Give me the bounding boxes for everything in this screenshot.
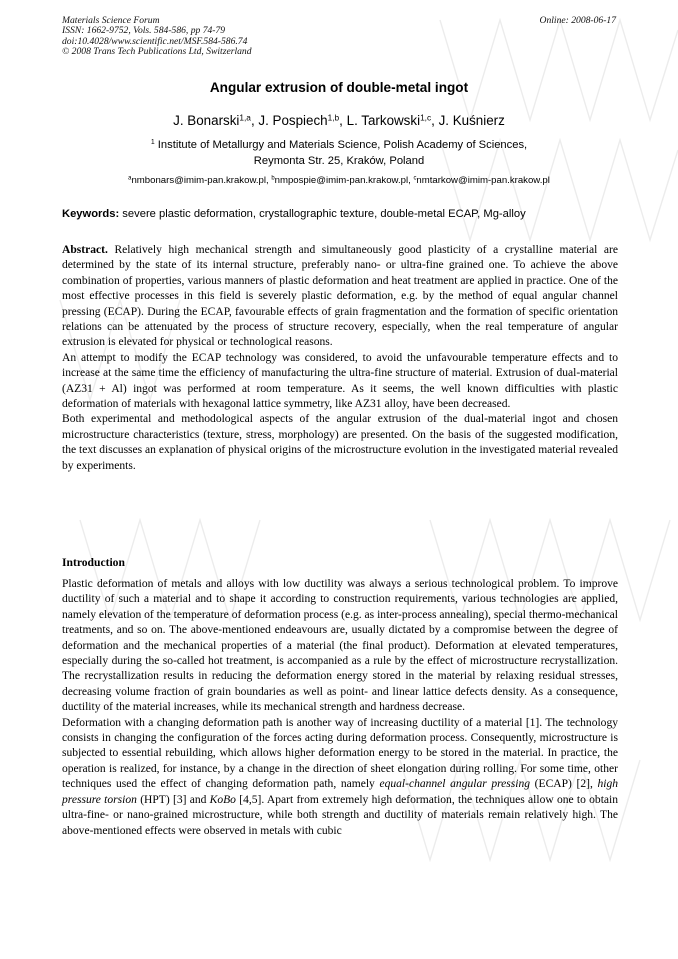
abstract-label: Abstract. [62,244,108,256]
author-name: J. Kuśnierz [438,113,505,128]
emphasis-term: KoBo [209,793,236,806]
email-mark: a [128,175,132,182]
abstract [62,243,618,474]
paragraph-text: (ECAP) [2], [530,778,598,791]
abstract-paragraph [62,243,618,351]
affiliation [0,137,678,169]
paper-title: Angular extrusion of double-metal ingot [209,80,469,95]
affiliation-address: Reymonta Str. 25, Kraków, Poland [253,155,425,167]
email-separator: , [265,175,272,186]
author-separator: , [250,113,259,128]
author-separator: , [431,113,439,128]
author-affiliation-mark: 1,c [420,112,432,123]
email-address: nmbonars@imim-pan.krakow.pl [131,175,266,186]
email-separator: , [408,175,414,186]
introduction-paragraph: Plastic deformation of metals and alloys with low ductility was always a serious technological problem. To improve ductility of such a material and to shape it according to construction requirements, various technologies are applied, namely elevation of the temperature of deformation process (e.g. as inter-process annealing), special thermo-mechanical treatments, and so on. The above-mentioned endeavours are, usually dictated by a compromise between the degree of deformation and the mechanical properties of a material (the final product). Deformation at elevated temperatures, especially during the so-called hot treatment, is accompanied as a rule by the effect of microstructure recrystallization. The recrystallization results in reducing the deformation energy stored in the material by relaxing residual stresses, decreasing volume fraction of grain boundaries as well as point- and linear lattice defects density. As a consequence, ductility of the material increases, while its mechanical strength and hardness decrease. [62,578,618,714]
paragraph-text: [4,5]. Apart from extremely high deformation, the techniques allow one to obtain ultra-fine- or nano-grained microstructure, while both strength and ductility of materials remain relatively high. The above-mentioned effects were observed in metals with cubic [62,793,619,837]
paragraph-text: Deformation with a changing deformation path is another way of increasing ductility of a material [1]. The technology consists in changing the configuration of the forces acting during deformation process. Consequently, microstructure is subjected to essential rebuilding, which allows higher deformation energy to be stored in the material. In practice, the operation is realized, for instance, by a change in the direction of sheet elongation during rolling. For some time, other techniques used the effect of changing deformation path, namely [62,716,618,791]
author-name: J. Bonarski [173,113,240,128]
keywords-text: severe plastic deformation, crystallographic texture, double-metal ECAP, Mg-alloy [119,208,526,220]
keywords [62,208,618,220]
abstract-paragraph: Both experimental and methodological aspects of the angular extrusion of the dual-material ingot and chosen microstructure characteristics (texture, stress, morphology) are presented. On the basis of the suggested modification, the text discusses an explanation of physical origins of the microstructure evolution in the investigated material revealed by experiments. [62,413,619,472]
paragraph-text: (HPT) [3] and [136,793,210,806]
copyright-line: © 2008 Trans Tech Publications Ltd, Switzerland [62,46,252,58]
affiliation-mark: 1 [150,139,155,147]
keywords-label: Keywords: [62,208,120,220]
affiliation-line [0,137,678,153]
journal-name: Materials Science Forum [62,15,160,26]
email-mark: c [413,175,417,182]
abstract-text: Relatively high mechanical strength and simultaneously good plasticity of a crystalline material are determined by the state of its internal structure, preferably nano- or ultra-fine grained one. To achieve the above combination of properties, various manners of plastic deformation and heat treatment are applied in practice. One of the most effective processes in this field is severely plastic deformation, e.g. by the method of equal angular channel pressing (ECAP). During the ECAP, favourable effects of grain fragmentation and the formation of specific orientation relations can be attenuated by the process of structure recovery, especially, when the real temperature of angular extrusion is elevated for physical or technological reasons. [62,244,618,349]
doi-line: doi:10.4028/www.scientific.net/MSF.584-586.74 [62,35,248,47]
author-name: L. Tarkowski [346,113,421,128]
journal-header [62,16,252,58]
issn-line: ISSN: 1662-9752, Vols. 584-586, pp 74-79 [62,25,226,37]
section-heading: Introduction [62,556,125,569]
affiliation-institute: Institute of Metallurgy and Materials Science, Polish Academy of Sciences, [154,139,528,151]
email-address: nmtarkow@imim-pan.krakow.pl [416,175,550,186]
author-affiliation-mark: 1,b [327,112,340,123]
online-date: Online: 2008-06-17 [539,15,616,26]
email-address: nmpospie@imim-pan.krakow.pl [274,175,409,186]
author-list [0,113,678,128]
email-mark: b [271,175,275,182]
introduction-paragraph [62,716,618,839]
introduction-body [62,577,618,839]
abstract-paragraph: An attempt to modify the ECAP technology was considered, to avoid the unfavourable temperature effects and to increase at the same time the efficiency of manufacturing the ultra-fine structure of material. Extrusion of dual-material (AZ31 + Al) ingot was performed at room temperature. As it seems, the well known difficulties with plastic deformation of materials with hexagonal lattice symmetry, like AZ31 alloy, have been decreased. [62,351,618,411]
author-emails [0,175,678,186]
author-separator: , [339,113,347,128]
emphasis-term: high pressure torsion [62,778,619,806]
author-name: J. Pospiech [258,113,328,128]
emphasis-term: equal-channel angular pressing [379,778,531,791]
author-affiliation-mark: 1,a [239,112,251,123]
